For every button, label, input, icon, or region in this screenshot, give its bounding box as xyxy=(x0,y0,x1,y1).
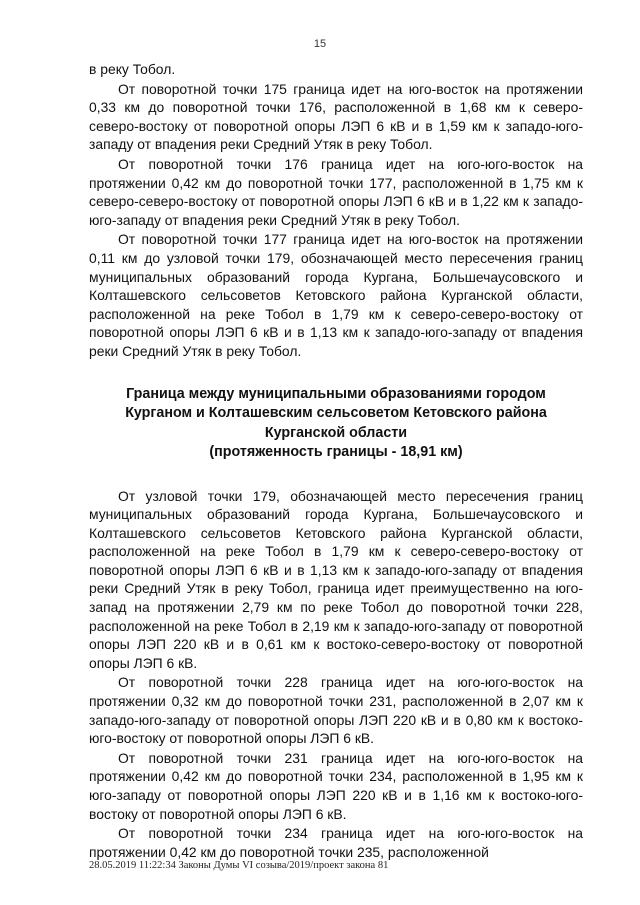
section-heading xyxy=(89,385,583,463)
document-footer: 28.05.2019 11:22:34 Законы Думы VI созыва/2019/проект закона 81 xyxy=(89,860,389,871)
page-number: 15 xyxy=(313,38,327,50)
document-body xyxy=(89,60,583,861)
paragraph: От поворотной точки 175 граница идет на юго-восток на протяжении 0,33 км до поворотной точки 176, расположенной в 1,68 км к северо-северо-востоку от поворотной опоры ЛЭП 6 кВ и в 1,59 км к западо-юго-западу от впадения реки Средний Утяк в реку Тобол. xyxy=(89,80,583,153)
section-heading-length: (протяженность границы - 18,91 км) xyxy=(209,444,463,460)
paragraph: От поворотной точки 228 граница идет на юго-юго-восток на протяжении 0,32 км до поворотной точки 231, расположенной в 2,07 км к западо-юго-западу от поворотной опоры ЛЭП 220 кВ и в 0,80 км к востоко-юго-востоку от поворотной опоры ЛЭП 6 кВ. xyxy=(89,674,583,747)
paragraph: От поворотной точки 231 граница идет на юго-юго-восток на протяжении 0,42 км до поворотной точки 234, расположенной в 1,95 км к юго-западу от поворотной опоры ЛЭП 220 кВ и в 1,16 км к востоко-юго-востоку от поворотной опоры ЛЭП 6 кВ. xyxy=(89,749,583,822)
paragraph: От поворотной точки 177 граница идет на юго-восток на протяжении 0,11 км до узловой точки 179, обозначающей место пересечения границ муниципальных образований города Кургана, Большечаусовского и Колташевского сельсоветов Кетовского района Курганской области, расположенной на реке Тобол в 1,79 км к северо-северо-востоку от поворотной опоры ЛЭП 6 кВ и в 1,13 км к западо-юго-западу от впадения реки Средний Утяк в реку Тобол. xyxy=(89,231,583,359)
section-heading-line: Граница между муниципальными образованиями городом xyxy=(126,385,546,402)
paragraph: От узловой точки 179, обозначающей место пересечения границ муниципальных образований города Кургана, Большечаусовского и Колташевского сельсоветов Кетовского района Курганской области, расположенной на реке Тобол в 1,79 км к северо-северо-востоку от поворотной опоры ЛЭП 6 кВ и в 1,13 км к западо-юго-западу от впадения реки Средний Утяк в реку Тобол, граница идет преимущественно на юго-запад на протяжении 2,79 км по реке Тобол до поворотной точки 228, расположенной на реке Тобол в 2,19 км к западо-юго-западу от поворотной опоры ЛЭП 220 кВ и в 0,61 км к востоко-северо-востоку от поворотной опоры ЛЭП 6 кВ. xyxy=(89,487,583,671)
paragraph: От поворотной точки 234 граница идет на юго-юго-восток на протяжении 0,42 км до поворотной точки 235, расположенной xyxy=(89,825,583,860)
section-heading-line: Курганом и Колташевским сельсоветом Кетовского района xyxy=(125,405,547,421)
section-heading-line: Курганской области xyxy=(264,424,408,441)
paragraph: в реку Тобол. xyxy=(89,61,176,77)
paragraph: От поворотной точки 176 граница идет на юго-юго-восток на протяжении 0,42 км до поворотной точки 177, расположенной в 1,75 км к северо-северо-востоку от поворотной опоры ЛЭП 6 кВ и в 1,22 км к западо-юго-западу от впадения реки Средний Утяк в реку Тобол. xyxy=(89,155,583,228)
